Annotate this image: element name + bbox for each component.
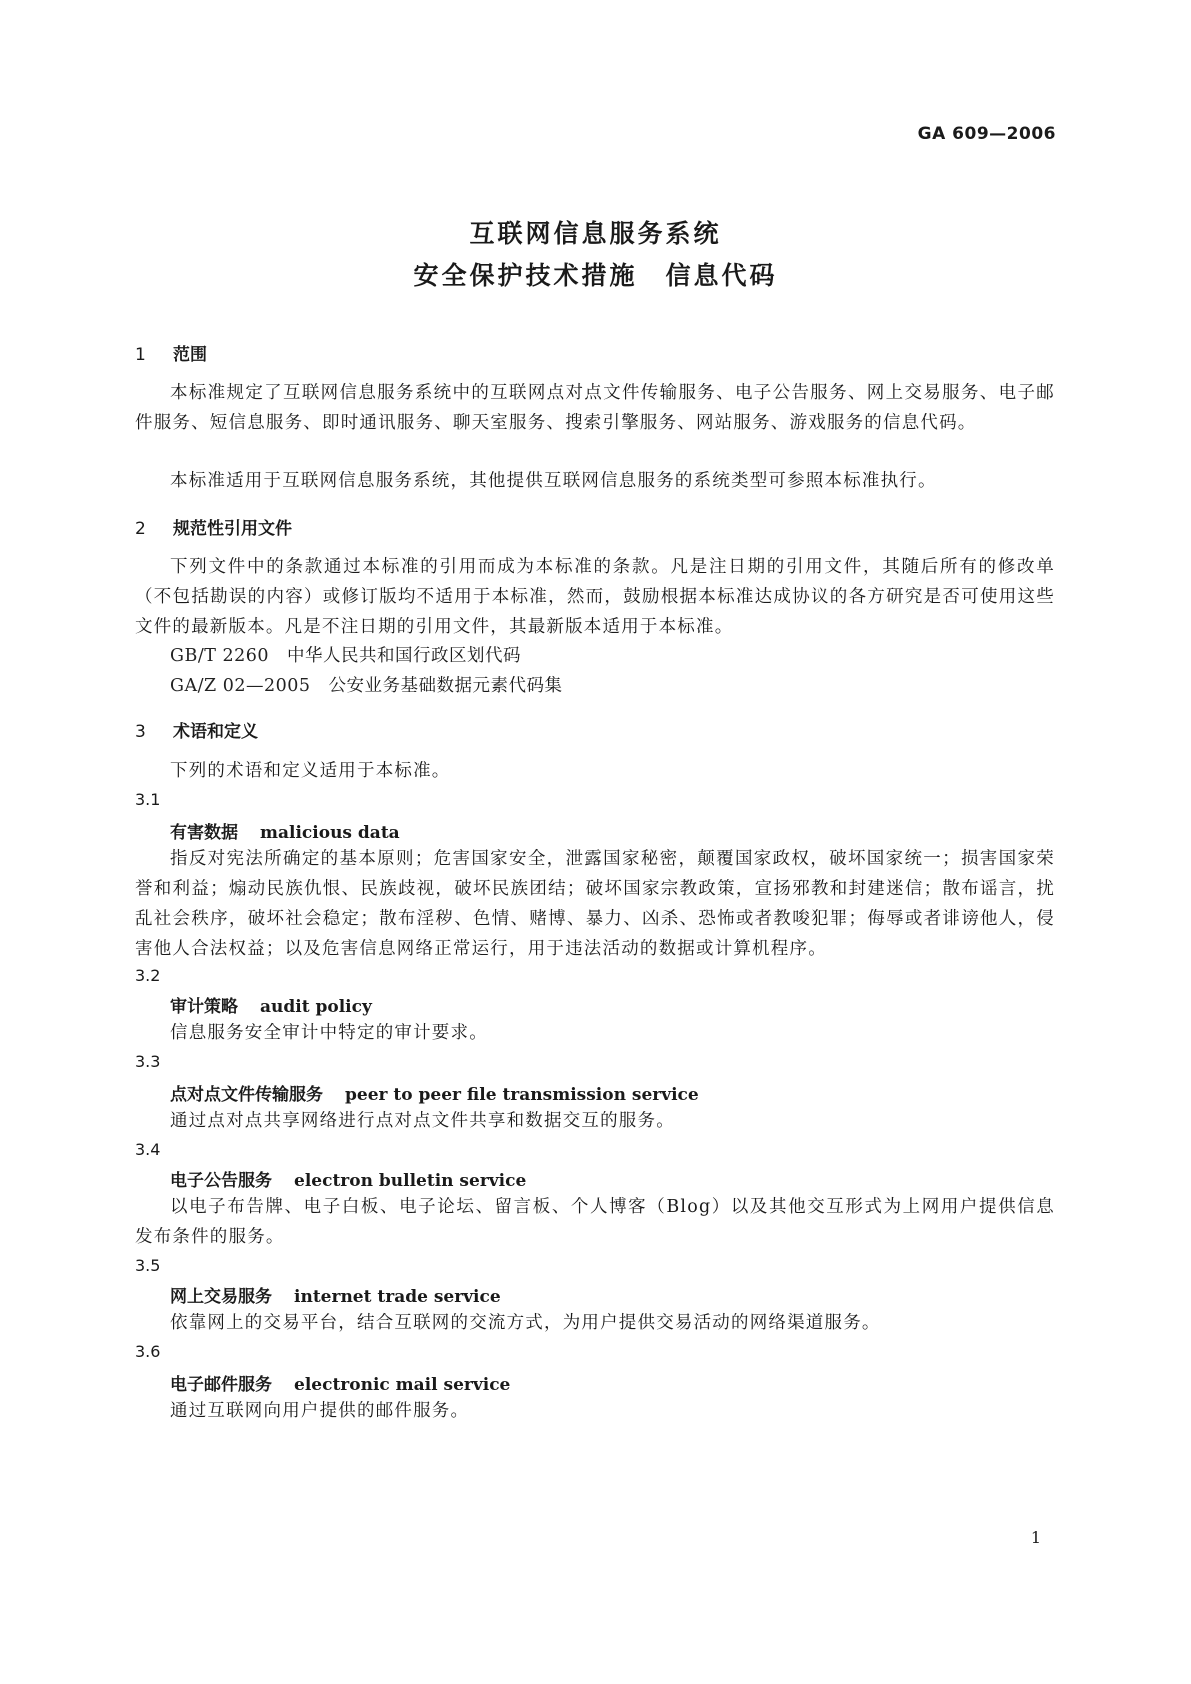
section-number: 2 — [135, 519, 146, 539]
section-3-paragraph-1: 下列的术语和定义适用于本标准。 — [170, 761, 451, 781]
term-number: 3.4 — [135, 1140, 161, 1159]
document-code: GA 609—2006 — [917, 124, 1056, 144]
term-chinese: 有害数据 — [170, 823, 238, 843]
section-number: 3 — [135, 722, 146, 742]
term-heading — [170, 1166, 526, 1191]
reference-item — [170, 672, 563, 697]
section-title: 术语和定义 — [173, 722, 258, 742]
title-line-1: 互联网信息服务系统 — [469, 219, 722, 248]
reference-name: 公安业务基础数据元素代码集 — [328, 676, 563, 696]
term-definition: 以电子布告牌、电子白板、电子论坛、留言板、个人博客（Blog）以及其他交互形式为上网用户提供信息发布条件的服务。 — [135, 1197, 1055, 1247]
term-heading — [170, 992, 372, 1017]
term-heading — [170, 818, 400, 843]
section-title: 规范性引用文件 — [173, 519, 292, 539]
term-english: audit policy — [260, 997, 372, 1017]
term-definition: 通过互联网向用户提供的邮件服务。 — [170, 1401, 470, 1421]
page-number: 1 — [1030, 1528, 1041, 1547]
term-heading — [170, 1370, 510, 1395]
term-english: internet trade service — [294, 1287, 501, 1307]
term-chinese: 点对点文件传输服务 — [170, 1085, 323, 1105]
section-title: 范围 — [173, 345, 207, 365]
section-2-paragraph-1: 下列文件中的条款通过本标准的引用而成为本标准的条款。凡是注日期的引用文件，其随后所有的修改单（不包括勘误的内容）或修订版均不适用于本标准，然而，鼓励根据本标准达成协议的各方研究是否可使用这些文件的最新版本。凡是不注日期的引用文件，其最新版本适用于本标准。 — [135, 557, 1055, 637]
term-definition: 通过点对点共享网络进行点对点文件共享和数据交互的服务。 — [170, 1111, 675, 1131]
reference-item — [170, 642, 521, 667]
title-line-2: 安全保护技术措施 信息代码 — [413, 261, 778, 290]
term-chinese: 网上交易服务 — [170, 1287, 272, 1307]
term-english: electronic mail service — [294, 1375, 511, 1395]
term-heading — [170, 1080, 699, 1105]
term-heading — [170, 1282, 501, 1307]
reference-code: GB/T 2260 — [170, 646, 270, 666]
term-english: malicious data — [260, 823, 400, 843]
term-definition: 依靠网上的交易平台，结合互联网的交流方式，为用户提供交易活动的网络渠道服务。 — [170, 1313, 881, 1333]
term-chinese: 电子邮件服务 — [170, 1375, 272, 1395]
section-1-heading — [135, 340, 207, 365]
term-chinese: 审计策略 — [170, 997, 238, 1017]
term-number: 3.2 — [135, 966, 161, 985]
term-number: 3.1 — [135, 790, 161, 809]
term-english: electron bulletin service — [294, 1171, 527, 1191]
section-number: 1 — [135, 345, 146, 365]
reference-name: 中华人民共和国行政区划代码 — [287, 646, 522, 666]
term-number: 3.5 — [135, 1256, 161, 1275]
term-chinese: 电子公告服务 — [170, 1171, 272, 1191]
term-english: peer to peer file transmission service — [345, 1085, 699, 1105]
term-number: 3.6 — [135, 1342, 161, 1361]
term-definition: 指反对宪法所确定的基本原则；危害国家安全，泄露国家秘密，颠覆国家政权，破坏国家统一；损害国家荣誉和利益；煽动民族仇恨、民族歧视，破坏民族团结；破坏国家宗教政策，宣扬邪教和封建迷信；散布谣言，扰乱社会秩序，破坏社会稳定；散布淫秽、色情、赌博、暴力、凶杀、恐怖或者教唆犯罪；侮辱或者诽谤他人，侵害他人合法权益；以及危害信息网络正常运行，用于违法活动的数据或计算机程序。 — [135, 849, 1055, 959]
section-2-heading — [135, 514, 292, 539]
section-1-paragraph-1: 本标准规定了互联网信息服务系统中的互联网点对点文件传输服务、电子公告服务、网上交易服务、电子邮件服务、短信息服务、即时通讯服务、聊天室服务、搜索引擎服务、网站服务、游戏服务的信息代码。 — [135, 383, 1055, 433]
term-definition: 信息服务安全审计中特定的审计要求。 — [170, 1023, 488, 1043]
term-number: 3.3 — [135, 1052, 161, 1071]
reference-code: GA/Z 02—2005 — [170, 676, 311, 696]
section-3-heading — [135, 717, 258, 742]
section-1-paragraph-2: 本标准适用于互联网信息服务系统，其他提供互联网信息服务的系统类型可参照本标准执行。 — [170, 471, 937, 491]
